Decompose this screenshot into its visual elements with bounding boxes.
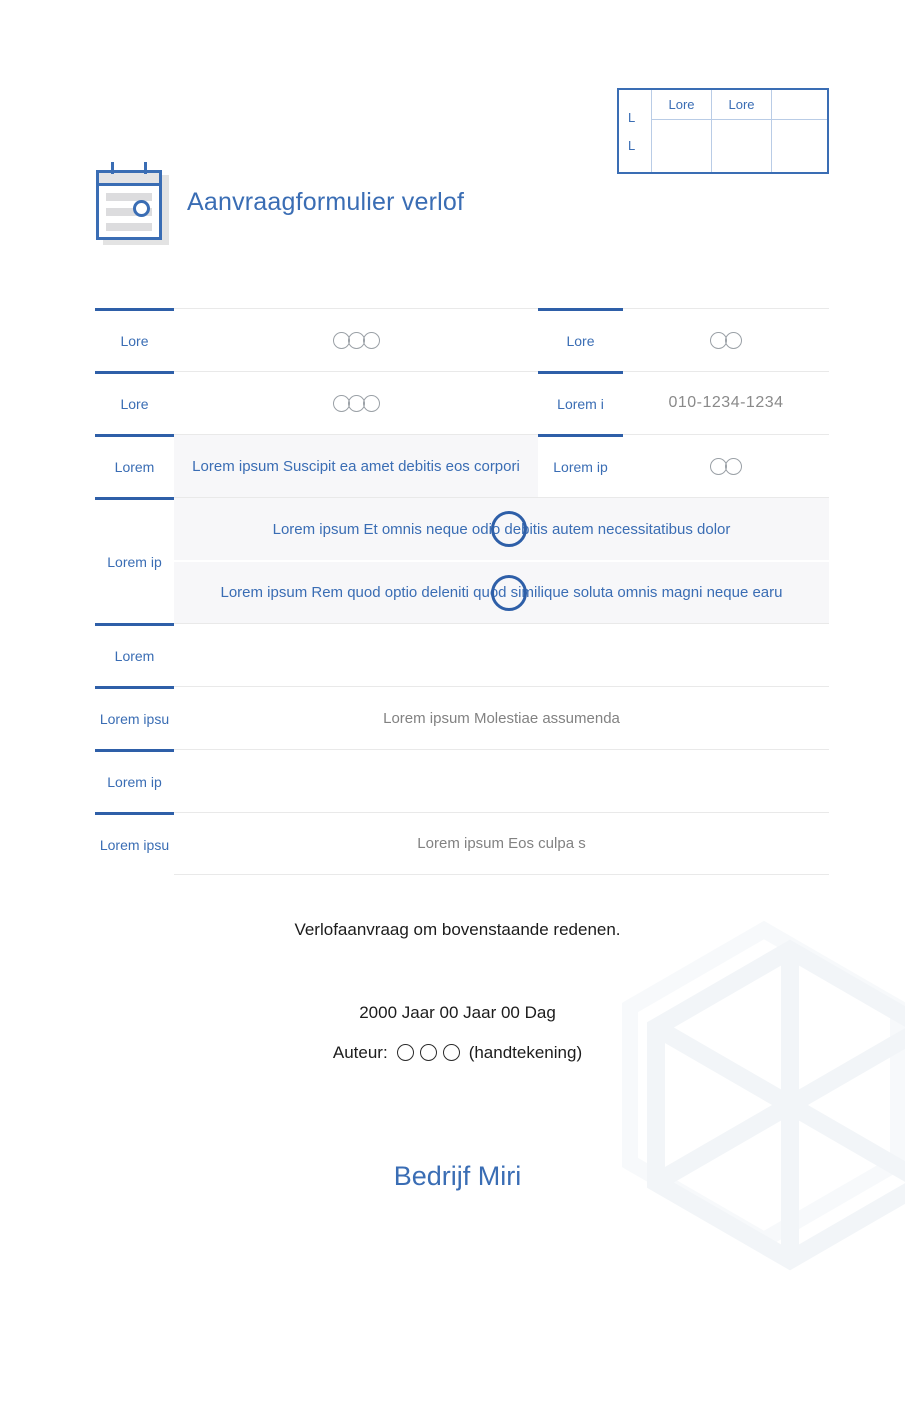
field-label: Lorem bbox=[95, 623, 174, 686]
circle-glyph bbox=[397, 1044, 414, 1061]
approval-table-header-cell: Lore bbox=[652, 90, 712, 120]
calendar-line bbox=[106, 223, 152, 231]
field-value[interactable] bbox=[174, 749, 829, 812]
approval-table-body-cell bbox=[652, 120, 712, 172]
option-row[interactable] bbox=[174, 497, 829, 560]
circle-glyph bbox=[348, 395, 365, 412]
field-label: Lore bbox=[538, 308, 623, 371]
option-text: Lorem ipsum Et omnis neque odio debitis autem necessitatibus dolor bbox=[272, 520, 731, 538]
field-label: Lore bbox=[95, 308, 174, 371]
circle-options bbox=[334, 395, 379, 412]
circle-glyph bbox=[420, 1044, 437, 1061]
calendar-line bbox=[106, 193, 152, 201]
signature-circles bbox=[394, 1044, 463, 1061]
circle-glyph bbox=[333, 395, 350, 412]
calendar-circle-icon bbox=[133, 200, 150, 217]
circle-selection-mark-icon bbox=[491, 575, 527, 611]
form-row bbox=[95, 434, 829, 497]
option-row[interactable] bbox=[174, 560, 829, 623]
leave-request-form bbox=[95, 308, 829, 875]
phone-number: 010-1234-1234 bbox=[668, 394, 784, 411]
form-row bbox=[95, 371, 829, 434]
signature-label: (handtekening) bbox=[468, 1043, 583, 1062]
calendar-icon bbox=[96, 170, 162, 240]
author-signature-line bbox=[0, 1043, 905, 1063]
date-line: 2000 Jaar 00 Jaar 00 Dag bbox=[359, 1003, 556, 1022]
field-value[interactable] bbox=[174, 308, 538, 371]
calendar-pin-icon bbox=[144, 162, 147, 174]
request-statement: Verlofaanvraag om bovenstaande redenen. bbox=[294, 920, 621, 939]
phone-value[interactable] bbox=[623, 371, 829, 434]
field-value[interactable] bbox=[174, 623, 829, 686]
circle-glyph bbox=[725, 458, 742, 475]
page-title: Aanvraagformulier verlof bbox=[187, 188, 465, 216]
circle-glyph bbox=[363, 395, 380, 412]
circle-selection-mark-icon bbox=[491, 511, 527, 547]
approval-stamp-table bbox=[617, 88, 829, 174]
option-column bbox=[174, 497, 829, 623]
circle-glyph bbox=[725, 332, 742, 349]
field-value[interactable] bbox=[174, 371, 538, 434]
approval-table-rowspan-cell bbox=[619, 90, 652, 172]
circle-options bbox=[711, 458, 741, 475]
circle-glyph bbox=[443, 1044, 460, 1061]
field-label: Lorem bbox=[95, 434, 174, 497]
cube-wireframe-watermark-icon bbox=[540, 905, 905, 1405]
field-label: Lorem i bbox=[538, 371, 623, 434]
approval-table-left-line: L bbox=[628, 109, 636, 125]
field-value[interactable]: Lorem ipsum Suscipit ea amet debitis eos corpori bbox=[174, 434, 538, 497]
field-label: Lorem ipsu bbox=[95, 812, 174, 875]
form-row bbox=[95, 812, 829, 875]
field-value[interactable] bbox=[623, 308, 829, 371]
circle-glyph bbox=[348, 332, 365, 349]
field-label: Lorem ip bbox=[538, 434, 623, 497]
form-row-options bbox=[95, 497, 829, 623]
field-value[interactable] bbox=[623, 434, 829, 497]
circle-options bbox=[711, 332, 741, 349]
calendar-pin-icon bbox=[111, 162, 114, 174]
field-label: Lorem ip bbox=[95, 497, 174, 623]
field-label: Lore bbox=[95, 371, 174, 434]
circle-glyph bbox=[333, 332, 350, 349]
option-text: Lorem ipsum Rem quod optio deleniti quod similique soluta omnis magni neque earu bbox=[220, 584, 783, 601]
form-row bbox=[95, 749, 829, 812]
form-row bbox=[95, 686, 829, 749]
field-label: Lorem ipsu bbox=[95, 686, 174, 749]
form-row bbox=[95, 623, 829, 686]
approval-table-left-line: L bbox=[628, 137, 636, 153]
approval-table-header-cell: Lore bbox=[712, 90, 772, 120]
circle-glyph bbox=[363, 332, 380, 349]
field-label: Lorem ip bbox=[95, 749, 174, 812]
form-row bbox=[95, 308, 829, 371]
field-value[interactable]: Lorem ipsum Eos culpa s bbox=[174, 812, 829, 875]
approval-table-body-cell bbox=[712, 120, 772, 172]
field-value[interactable]: Lorem ipsum Molestiae assumenda bbox=[174, 686, 829, 749]
company-name: Bedrijf Miri bbox=[393, 1161, 522, 1191]
calendar-header-band bbox=[99, 173, 159, 186]
author-label: Auteur: bbox=[332, 1043, 388, 1062]
circle-options bbox=[334, 332, 379, 349]
approval-table-body-cell bbox=[772, 120, 827, 172]
approval-table-header-cell bbox=[772, 90, 827, 120]
